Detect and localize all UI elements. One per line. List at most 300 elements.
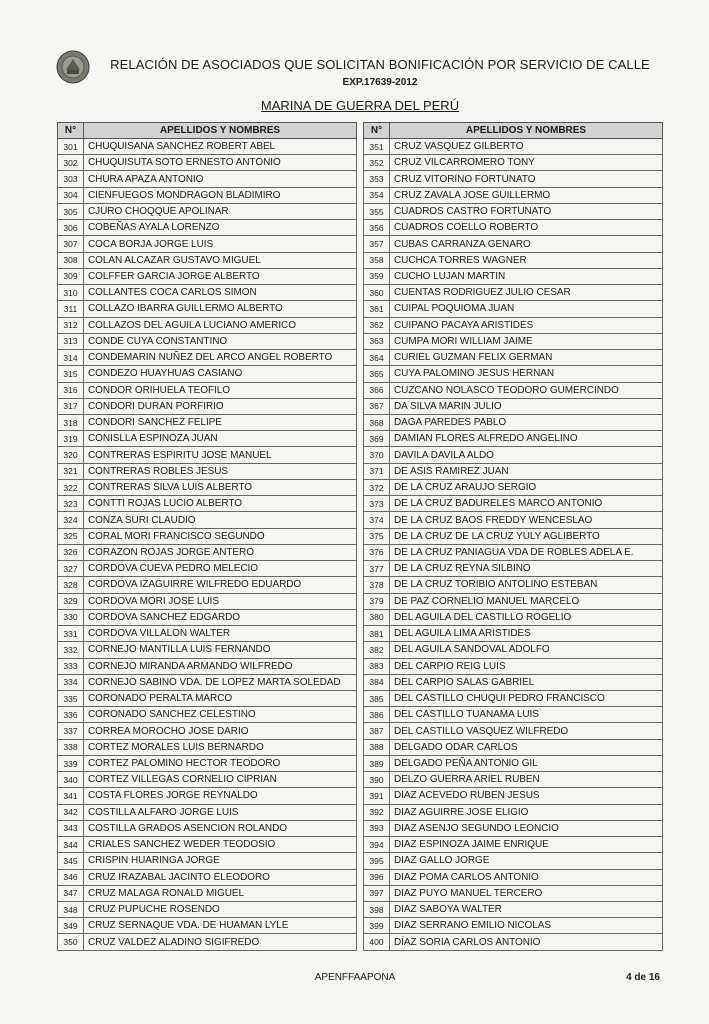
row-name: CORDOVA SANCHEZ EDGARDO xyxy=(84,609,357,625)
row-number: 392 xyxy=(364,804,390,820)
row-number: 362 xyxy=(364,317,390,333)
row-number: 372 xyxy=(364,479,390,495)
table-row xyxy=(58,382,357,398)
table-row xyxy=(58,658,357,674)
row-number: 317 xyxy=(58,398,84,414)
row-name: DAVILA DAVILA ALDO xyxy=(390,447,663,463)
row-name: CRUZ PUPUCHE ROSENDO xyxy=(84,902,357,918)
row-name: CUYA PALOMINO JESUS HERNAN xyxy=(390,366,663,382)
row-name: CRUZ ZAVALA JOSE GUILLERMO xyxy=(390,187,663,203)
row-name: DELGADO PEÑA ANTONIO GIL xyxy=(390,755,663,771)
table-body-right xyxy=(364,139,663,951)
row-name: DIAZ SABOYA WALTER xyxy=(390,902,663,918)
row-number: 356 xyxy=(364,220,390,236)
table-row xyxy=(58,479,357,495)
table-row xyxy=(58,788,357,804)
table-row xyxy=(364,837,663,853)
document-title: RELACIÓN DE ASOCIADOS QUE SOLICITAN BONIFICACIÓN POR SERVICIO DE CALLE xyxy=(110,57,650,72)
row-number: 355 xyxy=(364,203,390,219)
row-name: CRISPIN HUARINGA JORGE xyxy=(84,853,357,869)
table-row xyxy=(364,350,663,366)
row-name: COSTILLA ALFARO JORGE LUIS xyxy=(84,804,357,820)
row-number: 390 xyxy=(364,772,390,788)
row-name: DELGADO ODAR CARLOS xyxy=(390,739,663,755)
row-number: 307 xyxy=(58,236,84,252)
row-number: 396 xyxy=(364,869,390,885)
row-name: CORNEJO SABINO VDA. DE LOPEZ MARTA SOLEDAD xyxy=(84,674,357,690)
row-name: DEL CARPIO REIG LUIS xyxy=(390,658,663,674)
table-row xyxy=(58,918,357,934)
table-row xyxy=(58,837,357,853)
row-name: DE LA CRUZ BAOS FREDDY WENCESLAO xyxy=(390,512,663,528)
row-name: DE LA CRUZ PANIAGUA VDA DE ROBLES ADELA E. xyxy=(390,544,663,560)
row-number: 379 xyxy=(364,593,390,609)
table-row xyxy=(58,187,357,203)
table-row xyxy=(58,528,357,544)
row-number: 389 xyxy=(364,755,390,771)
table-row xyxy=(58,577,357,593)
row-number: 365 xyxy=(364,366,390,382)
row-number: 313 xyxy=(58,333,84,349)
table-row xyxy=(58,414,357,430)
table-row xyxy=(364,512,663,528)
row-number: 342 xyxy=(58,804,84,820)
row-number: 369 xyxy=(364,431,390,447)
table-header-row xyxy=(364,123,663,139)
row-name: CUCHO LUJAN MARTIN xyxy=(390,268,663,284)
row-number: 395 xyxy=(364,853,390,869)
row-number: 319 xyxy=(58,431,84,447)
row-number: 377 xyxy=(364,561,390,577)
row-number: 321 xyxy=(58,463,84,479)
row-number: 373 xyxy=(364,496,390,512)
table-row xyxy=(58,285,357,301)
table-row xyxy=(364,593,663,609)
row-name: CONDEZO HUAYHUAS CASIANO xyxy=(84,366,357,382)
row-number: 397 xyxy=(364,885,390,901)
table-row xyxy=(58,139,357,155)
row-name: DEL CASTILLO VASQUEZ WILFREDO xyxy=(390,723,663,739)
row-name: CUCHCA TORRES WAGNER xyxy=(390,252,663,268)
row-name: DEL AGUILA LIMA ARISTIDES xyxy=(390,626,663,642)
table-row xyxy=(364,544,663,560)
table-row xyxy=(58,690,357,706)
row-name: CORNEJO MIRANDA ARMANDO WILFREDO xyxy=(84,658,357,674)
row-name: COCA BORJA JORGE LUIS xyxy=(84,236,357,252)
table-row xyxy=(364,398,663,414)
table-row xyxy=(58,902,357,918)
row-number: 332 xyxy=(58,642,84,658)
row-number: 375 xyxy=(364,528,390,544)
table-row xyxy=(364,755,663,771)
row-number: 314 xyxy=(58,350,84,366)
institution-subtitle: MARINA DE GUERRA DEL PERÚ xyxy=(260,98,460,113)
table-row xyxy=(364,918,663,934)
table-row xyxy=(364,528,663,544)
row-number: 344 xyxy=(58,837,84,853)
row-number: 309 xyxy=(58,268,84,284)
associates-table-left xyxy=(57,122,357,951)
row-number: 301 xyxy=(58,139,84,155)
column-header-number: N° xyxy=(364,123,390,139)
table-row xyxy=(364,496,663,512)
row-name: DIAZ GALLO JORGE xyxy=(390,853,663,869)
row-number: 360 xyxy=(364,285,390,301)
row-number: 347 xyxy=(58,885,84,901)
table-row xyxy=(58,853,357,869)
row-name: COLLAZOS DEL AGUILA LUCIANO AMERICO xyxy=(84,317,357,333)
row-name: CUIPAL POQUIOMA JUAN xyxy=(390,301,663,317)
row-number: 387 xyxy=(364,723,390,739)
row-name: CORDOVA CUEVA PEDRO MELECIO xyxy=(84,561,357,577)
row-name: CONDORI DURAN PORFIRIO xyxy=(84,398,357,414)
table-row xyxy=(58,350,357,366)
row-number: 325 xyxy=(58,528,84,544)
row-name: DE LA CRUZ BADURELES MARCO ANTONIO xyxy=(390,496,663,512)
row-number: 370 xyxy=(364,447,390,463)
row-name: DIAZ PUYO MANUEL TERCERO xyxy=(390,885,663,901)
row-number: 318 xyxy=(58,414,84,430)
row-name: CONDEMARIN NUÑEZ DEL ARCO ANGEL ROBERTO xyxy=(84,350,357,366)
table-row xyxy=(364,220,663,236)
row-number: 394 xyxy=(364,837,390,853)
table-row xyxy=(58,431,357,447)
table-row xyxy=(364,252,663,268)
row-name: CRUZ SERNAQUE VDA. DE HUAMAN LYLE xyxy=(84,918,357,934)
row-number: 323 xyxy=(58,496,84,512)
row-number: 385 xyxy=(364,690,390,706)
row-number: 398 xyxy=(364,902,390,918)
row-name: COSTILLA GRADOS ASENCION ROLANDO xyxy=(84,820,357,836)
row-number: 348 xyxy=(58,902,84,918)
table-row xyxy=(58,155,357,171)
row-number: 336 xyxy=(58,707,84,723)
row-name: COSTA FLORES JORGE REYNALDO xyxy=(84,788,357,804)
row-name: DE LA CRUZ REYNA SILBINO xyxy=(390,561,663,577)
row-number: 361 xyxy=(364,301,390,317)
table-row xyxy=(364,171,663,187)
row-number: 327 xyxy=(58,561,84,577)
row-name: COBEÑAS AYALA LORENZO xyxy=(84,220,357,236)
row-name: CORDOVA VILLALON WALTER xyxy=(84,626,357,642)
table-row xyxy=(58,626,357,642)
row-number: 306 xyxy=(58,220,84,236)
table-row xyxy=(364,155,663,171)
table-row xyxy=(58,593,357,609)
row-name: CONDORI SANCHEZ FELIPE xyxy=(84,414,357,430)
row-name: CRUZ MALAGA RONALD MIGUEL xyxy=(84,885,357,901)
row-number: 341 xyxy=(58,788,84,804)
row-name: CRUZ VITORINO FORTUNATO xyxy=(390,171,663,187)
row-number: 388 xyxy=(364,739,390,755)
row-number: 308 xyxy=(58,252,84,268)
row-number: 376 xyxy=(364,544,390,560)
row-number: 353 xyxy=(364,171,390,187)
row-name: DE LA CRUZ ARAUJO SERGIO xyxy=(390,479,663,495)
row-name: CORREA MOROCHO JOSE DARIO xyxy=(84,723,357,739)
table-row xyxy=(58,544,357,560)
table-row xyxy=(364,658,663,674)
row-name: COLFFER GARCIA JORGE ALBERTO xyxy=(84,268,357,284)
table-row xyxy=(364,447,663,463)
row-name: CORONADO SANCHEZ CELESTINO xyxy=(84,707,357,723)
row-number: 391 xyxy=(364,788,390,804)
table-row xyxy=(58,496,357,512)
row-number: 380 xyxy=(364,609,390,625)
table-row xyxy=(58,674,357,690)
row-name: CORAZON ROJAS JORGE ANTERO xyxy=(84,544,357,560)
row-name: DAGA PAREDES PABLO xyxy=(390,414,663,430)
table-row xyxy=(364,382,663,398)
table-row xyxy=(364,268,663,284)
table-row xyxy=(364,187,663,203)
row-number: 393 xyxy=(364,820,390,836)
row-name: CUENTAS RODRIGUEZ JULIO CESAR xyxy=(390,285,663,301)
row-number: 322 xyxy=(58,479,84,495)
row-name: DEL CASTILLO CHUQUI PEDRO FRANCISCO xyxy=(390,690,663,706)
table-row xyxy=(58,739,357,755)
row-name: CHUQUISANA SANCHEZ ROBERT ABEL xyxy=(84,139,357,155)
table-row xyxy=(364,853,663,869)
row-name: CORNEJO MANTILLA LUIS FERNANDO xyxy=(84,642,357,658)
expedient-number: EXP.17639-2012 xyxy=(342,77,418,88)
table-row xyxy=(58,333,357,349)
table-body-left xyxy=(58,139,357,951)
row-number: 335 xyxy=(58,690,84,706)
table-row xyxy=(58,252,357,268)
table-row xyxy=(364,674,663,690)
row-name: CONTTI ROJAS LUCIO ALBERTO xyxy=(84,496,357,512)
table-row xyxy=(364,804,663,820)
row-name: COLAN ALCAZAR GUSTAVO MIGUEL xyxy=(84,252,357,268)
table-row xyxy=(364,869,663,885)
row-number: 363 xyxy=(364,333,390,349)
row-name: CRUZ VALDEZ ALADINO SIGIFREDO xyxy=(84,934,357,950)
row-name: DÍAZ SORIA CARLOS ANTONIO xyxy=(390,934,663,950)
table-row xyxy=(364,885,663,901)
table-row xyxy=(58,317,357,333)
row-number: 333 xyxy=(58,658,84,674)
table-row xyxy=(58,463,357,479)
table-row xyxy=(364,333,663,349)
row-name: DE LA CRUZ DE LA CRUZ YULY AGLIBERTO xyxy=(390,528,663,544)
row-name: CJURO CHOQQUE APOLINAR xyxy=(84,203,357,219)
table-row xyxy=(364,414,663,430)
row-name: CURIEL GUZMAN FELIX GERMAN xyxy=(390,350,663,366)
row-number: 359 xyxy=(364,268,390,284)
row-name: CIENFUEGOS MONDRAGON BLADIMIRO xyxy=(84,187,357,203)
row-name: DELZO GUERRA ARIEL RUBEN xyxy=(390,772,663,788)
table-row xyxy=(364,317,663,333)
row-number: 364 xyxy=(364,350,390,366)
row-name: DAMIAN FLORES ALFREDO ANGELINO xyxy=(390,431,663,447)
row-number: 324 xyxy=(58,512,84,528)
row-number: 338 xyxy=(58,739,84,755)
row-number: 367 xyxy=(364,398,390,414)
row-name: CONTRERAS ESPIRITU JOSE MANUEL xyxy=(84,447,357,463)
table-row xyxy=(364,902,663,918)
row-number: 350 xyxy=(58,934,84,950)
table-row xyxy=(364,139,663,155)
row-name: CORTEZ VILLEGAS CORNELIO CIPRIAN xyxy=(84,772,357,788)
row-number: 303 xyxy=(58,171,84,187)
table-row xyxy=(364,690,663,706)
column-header-name: APELLIDOS Y NOMBRES xyxy=(84,123,357,139)
table-row xyxy=(58,755,357,771)
table-row xyxy=(364,820,663,836)
row-number: 346 xyxy=(58,869,84,885)
row-number: 310 xyxy=(58,285,84,301)
row-name: DE PAZ CORNELIO MANUEL MARCELO xyxy=(390,593,663,609)
row-name: CHURA APAZA ANTONIO xyxy=(84,171,357,187)
row-name: CONTRERAS ROBLES JESUS xyxy=(84,463,357,479)
row-number: 305 xyxy=(58,203,84,219)
page-number: 4 de 16 xyxy=(626,972,660,983)
column-header-number: N° xyxy=(58,123,84,139)
row-number: 374 xyxy=(364,512,390,528)
row-name: CONDOR ORIHUELA TEOFILO xyxy=(84,382,357,398)
row-number: 400 xyxy=(364,934,390,950)
table-row xyxy=(364,301,663,317)
table-row xyxy=(364,707,663,723)
row-number: 384 xyxy=(364,674,390,690)
row-name: CRUZ VASQUEZ GILBERTO xyxy=(390,139,663,155)
row-name: CORTEZ MORALES LUIS BERNARDO xyxy=(84,739,357,755)
table-row xyxy=(58,203,357,219)
table-row xyxy=(364,788,663,804)
table-row xyxy=(58,642,357,658)
row-number: 366 xyxy=(364,382,390,398)
table-row xyxy=(364,609,663,625)
row-number: 349 xyxy=(58,918,84,934)
row-number: 343 xyxy=(58,820,84,836)
row-name: CORAL MORI FRANCISCO SEGUNDO xyxy=(84,528,357,544)
table-row xyxy=(58,512,357,528)
row-name: CORTEZ PALOMINO HECTOR TEODORO xyxy=(84,755,357,771)
row-number: 351 xyxy=(364,139,390,155)
row-name: DA SILVA MARIN JULIO xyxy=(390,398,663,414)
institution-seal-icon xyxy=(56,50,90,84)
table-row xyxy=(58,447,357,463)
row-number: 320 xyxy=(58,447,84,463)
table-row xyxy=(364,431,663,447)
row-name: CRIALES SANCHEZ WEDER TEODOSIO xyxy=(84,837,357,853)
row-number: 345 xyxy=(58,853,84,869)
row-name: CONZA SURI CLAUDIO xyxy=(84,512,357,528)
row-name: DIAZ SERRANO EMILIO NICOLAS xyxy=(390,918,663,934)
row-name: CORDOVA IZAGUIRRE WILFREDO EDUARDO xyxy=(84,577,357,593)
table-row xyxy=(364,561,663,577)
row-number: 354 xyxy=(364,187,390,203)
table-header-row xyxy=(58,123,357,139)
row-number: 340 xyxy=(58,772,84,788)
row-number: 383 xyxy=(364,658,390,674)
table-row xyxy=(58,820,357,836)
table-row xyxy=(58,707,357,723)
table-row xyxy=(58,236,357,252)
table-row xyxy=(364,626,663,642)
row-number: 378 xyxy=(364,577,390,593)
table-row xyxy=(58,934,357,950)
table-row xyxy=(364,285,663,301)
row-number: 326 xyxy=(58,544,84,560)
row-number: 329 xyxy=(58,593,84,609)
table-row xyxy=(364,366,663,382)
row-number: 382 xyxy=(364,642,390,658)
row-number: 352 xyxy=(364,155,390,171)
row-number: 339 xyxy=(58,755,84,771)
row-name: COLLAZO IBARRA GUILLERMO ALBERTO xyxy=(84,301,357,317)
row-number: 311 xyxy=(58,301,84,317)
row-name: CUBAS CARRANZA GENARO xyxy=(390,236,663,252)
row-name: CONISLLA ESPINOZA JUAN xyxy=(84,431,357,447)
row-name: CHUQUISUTA SOTO ERNESTO ANTONIO xyxy=(84,155,357,171)
row-name: DE ASIS RAMIREZ JUAN xyxy=(390,463,663,479)
row-number: 337 xyxy=(58,723,84,739)
row-number: 358 xyxy=(364,252,390,268)
table-row xyxy=(364,739,663,755)
column-header-name: APELLIDOS Y NOMBRES xyxy=(390,123,663,139)
row-number: 331 xyxy=(58,626,84,642)
row-number: 399 xyxy=(364,918,390,934)
row-name: DEL AGUILA SANDOVAL ADOLFO xyxy=(390,642,663,658)
table-row xyxy=(364,236,663,252)
row-name: DIAZ POMA CARLOS ANTONIO xyxy=(390,869,663,885)
row-name: CUADROS CASTRO FORTUNATO xyxy=(390,203,663,219)
table-row xyxy=(58,869,357,885)
row-name: DIAZ AGUIRRE JOSE ELIGIO xyxy=(390,804,663,820)
row-name: DIAZ ESPINOZA JAIME ENRIQUE xyxy=(390,837,663,853)
row-number: 316 xyxy=(58,382,84,398)
row-name: CUADROS COELLO ROBERTO xyxy=(390,220,663,236)
table-row xyxy=(58,171,357,187)
table-row xyxy=(364,934,663,950)
row-name: CONTRERAS SILVA LUIS ALBERTO xyxy=(84,479,357,495)
row-name: CUMPA MORI WILLIAM JAIME xyxy=(390,333,663,349)
row-name: CUIPANO PACAYA ARISTIDES xyxy=(390,317,663,333)
table-row xyxy=(58,268,357,284)
row-name: CRUZ IRAZABAL JACINTO ELEODORO xyxy=(84,869,357,885)
row-name: DIAZ ASENJO SEGUNDO LEONCIO xyxy=(390,820,663,836)
row-number: 368 xyxy=(364,414,390,430)
row-number: 334 xyxy=(58,674,84,690)
table-row xyxy=(364,772,663,788)
row-number: 386 xyxy=(364,707,390,723)
footer-organization: APENFFAAPONA xyxy=(314,972,396,983)
table-row xyxy=(58,723,357,739)
associates-table-right xyxy=(363,122,663,951)
row-number: 357 xyxy=(364,236,390,252)
row-name: COLLANTES COCA CARLOS SIMON xyxy=(84,285,357,301)
table-row xyxy=(58,561,357,577)
row-name: DEL AGUILA DEL CASTILLO ROGELIO xyxy=(390,609,663,625)
row-name: CONDE CUYA CONSTANTINO xyxy=(84,333,357,349)
table-row xyxy=(58,301,357,317)
table-row xyxy=(58,220,357,236)
row-number: 312 xyxy=(58,317,84,333)
row-name: DE LA CRUZ TORIBIO ANTOLINO ESTEBAN xyxy=(390,577,663,593)
row-name: CORONADO PERALTA MARCO xyxy=(84,690,357,706)
table-row xyxy=(58,885,357,901)
table-row xyxy=(58,366,357,382)
table-row xyxy=(364,642,663,658)
table-row xyxy=(58,609,357,625)
row-name: CRUZ VILCARROMERO TONY xyxy=(390,155,663,171)
row-number: 328 xyxy=(58,577,84,593)
row-number: 302 xyxy=(58,155,84,171)
row-number: 330 xyxy=(58,609,84,625)
row-name: DEL CARPIO SALAS GABRIEL xyxy=(390,674,663,690)
